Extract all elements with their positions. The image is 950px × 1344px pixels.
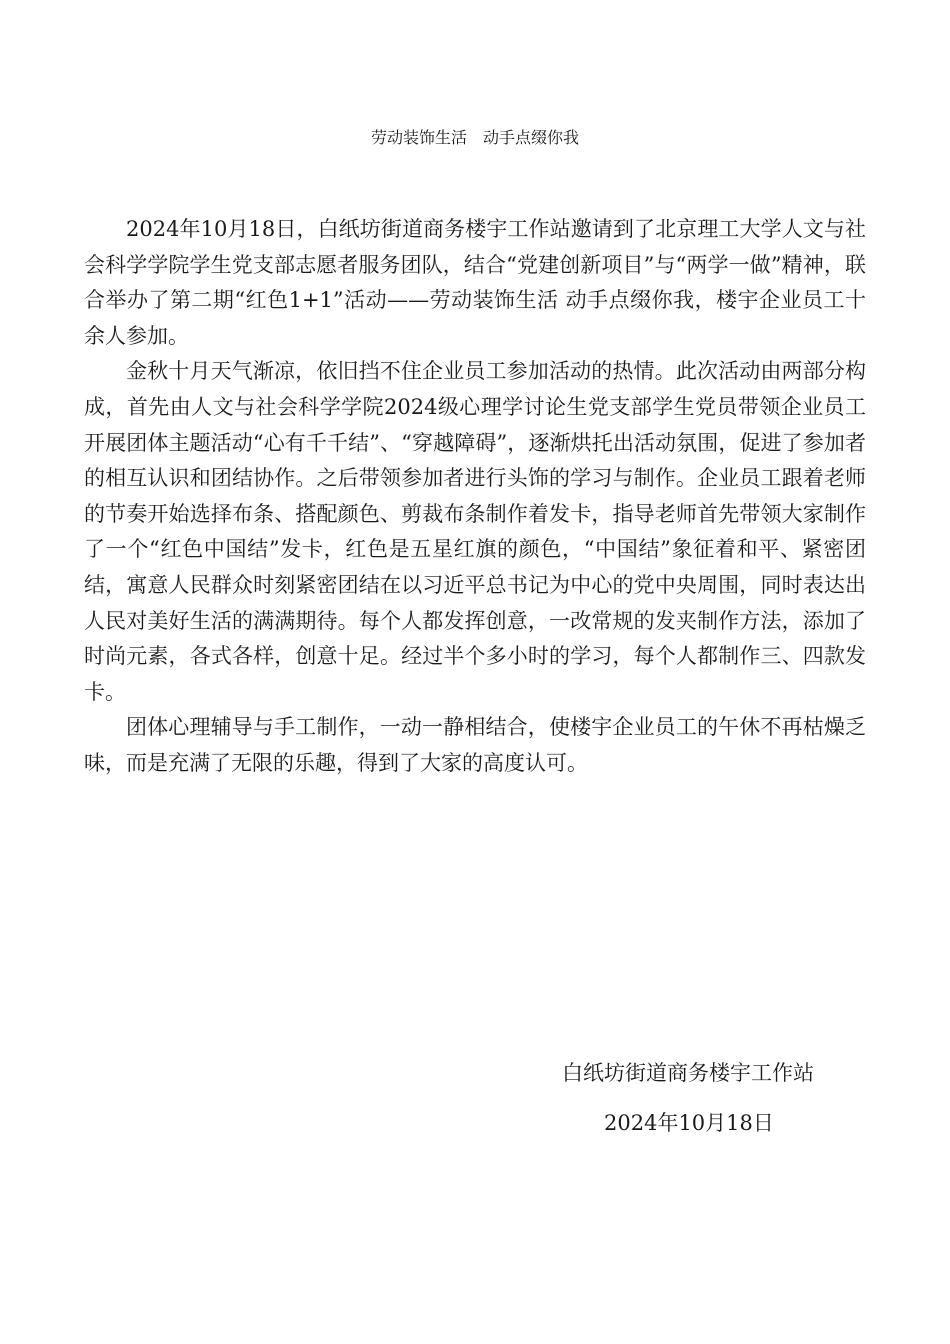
signature-organization: 白纸坊街道商务楼宇工作站 xyxy=(562,1061,814,1085)
paragraph-3: 团体心理辅导与手工制作，一动一静相结合，使楼宇企业员工的午休不再枯燥乏味，而是充满了无限的乐趣，得到了大家的高度认可。 xyxy=(84,715,866,775)
document-body xyxy=(84,212,866,782)
paragraph-1: 2024年10月18日，白纸坊街道商务楼宇工作站邀请到了北京理工大学人文与社会科学学院学生党支部志愿者服务团队，结合“党建创新项目”与“两学一做”精神，联合举办了第二期“红色1+1”活动——劳动装饰生活 动手点缀你我，楼宇企业员工十余人参加。 xyxy=(84,217,866,348)
paragraph-2: 金秋十月天气渐凉，依旧挡不住企业员工参加活动的热情。此次活动由两部分构成，首先由人文与社会科学学院2024级心理学讨论生党支部学生党员带领企业员工开展团体主题活动“心有千千结”、“穿越障碍”，逐渐烘托出活动氛围，促进了参加者的相互认识和团结协作。之后带领参加者进行头饰的学习与制作。企业员工跟着老师的节奏开始选择布条、搭配颜色、剪裁布条制作着发卡，指导老师首先带领大家制作了一个“红色中国结”发卡，红色是五星红旗的颜色，“中国结”象征着和平、紧密团结，寓意人民群众时刻紧密团结在以习近平总书记为中心的党中央周围，同时表达出人民对美好生活的满满期待。每个人都发挥创意，一改常规的发夹制作方法，添加了时尚元素，各式各样，创意十足。经过半个多小时的学习，每个人都制作三、四款发卡。 xyxy=(84,359,866,704)
document-title: 劳动装饰生活 动手点缀你我 xyxy=(370,128,579,147)
signature-date: 2024年10月18日 xyxy=(604,1111,774,1135)
